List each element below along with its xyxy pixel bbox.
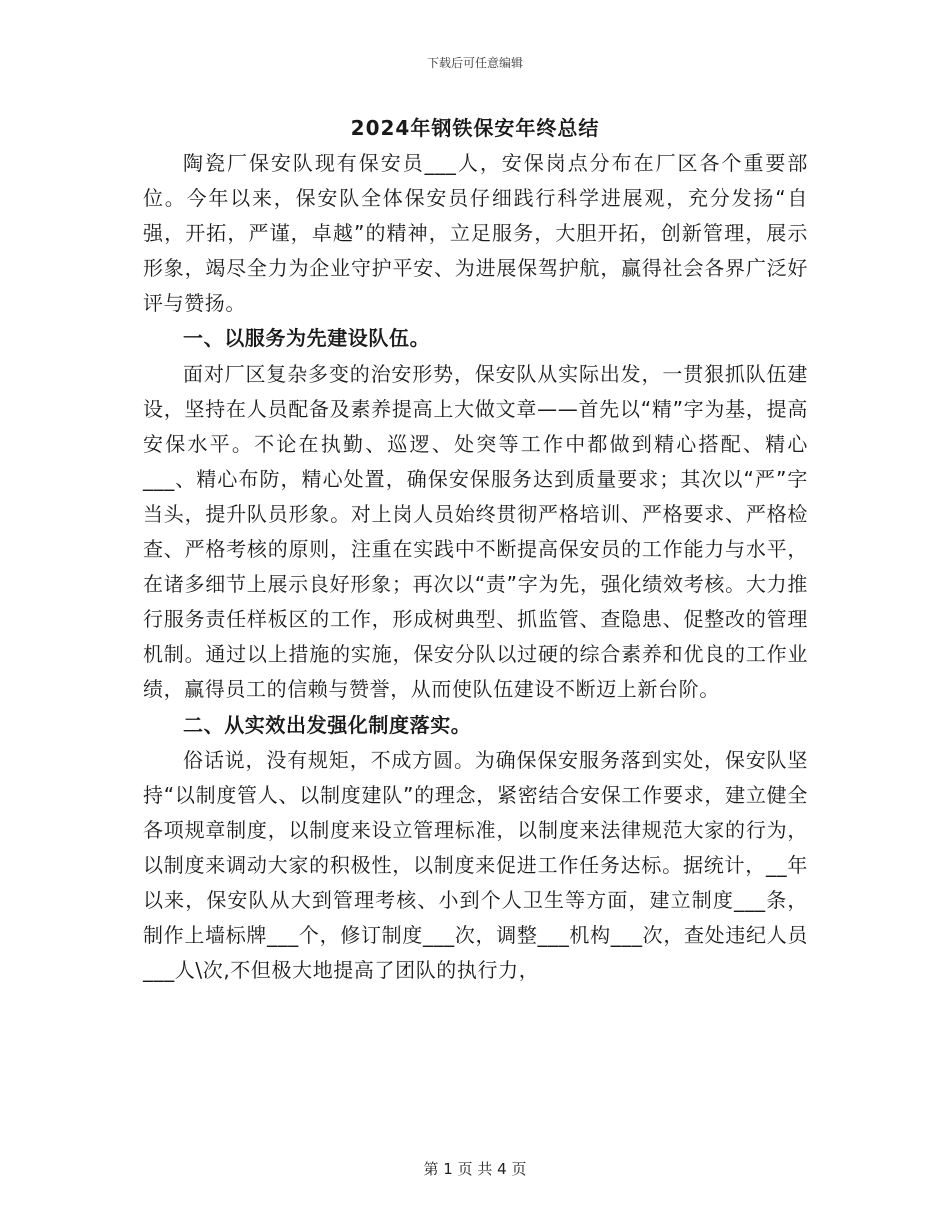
section-heading-2: 二、从实效出发强化制度落实。 [183,712,472,737]
page-header: 下载后可任意编辑 [426,56,523,70]
section-heading-1: 一、以服务为先建设队伍。 [183,326,431,351]
section-2-paragraph: 俗话说，没有规矩，不成方圆。为确保保安服务落到实处，保安队坚持“以制度管人、以制度建队”的理念，紧密结合安保工作要求，建立健全各项规章制度，以制度来设立管理标准，以制度来法律规范大家的行为，以制度来调动大家的积极性，以制度来促进工作任务达标。据统计，__年以来，保安队从大到管理考核、小到个人卫生等方面，建立制度___条，制作上墙标牌___个，修订制度___次，调整___机构___次，查处违纪人员___人\次,不但极大地提高了团队的执行力， [143,747,808,983]
page-number: 第 1 页 共 4 页 [423,1160,527,1178]
document-body [143,146,808,988]
section-1-paragraph: 面对厂区复杂多变的治安形势，保安队从实际出发，一贯狠抓队伍建设，坚持在人员配备及素养提高上大做文章——首先以“精”字为基，提高安保水平。不论在执勤、巡逻、处突等工作中都做到精心搭配、精心___、精心布防，精心处置，确保安保服务达到质量要求；其次以“严”字当头，提升队员形象。对上岗人员始终贯彻严格培训、严格要求、严格检查、严格考核的原则，注重在实践中不断提高保安员的工作能力与水平，在诸多细节上展示良好形象；再次以“责”字为先，强化绩效考核。大力推行服务责任样板区的工作，形成树典型、抓监管、查隐患、促整改的管理机制。通过以上措施的实施，保安分队以过硬的综合素养和优良的工作业绩，赢得员工的信赖与赞誉，从而使队伍建设不断迈上新台阶。 [143,361,808,702]
document-title: 2024年钢铁保安年终总结 [350,116,600,140]
intro-paragraph: 陶瓷厂保安队现有保安员___人，安保岗点分布在厂区各个重要部位。今年以来，保安队全体保安员仔细践行科学进展观，充分发扬“自强，开拓，严谨，卓越”的精神，立足服务，大胆开拓，创新管理，展示形象，竭尽全力为企业守护平安、为进展保驾护航，赢得社会各界广泛好评与赞扬。 [143,151,808,316]
